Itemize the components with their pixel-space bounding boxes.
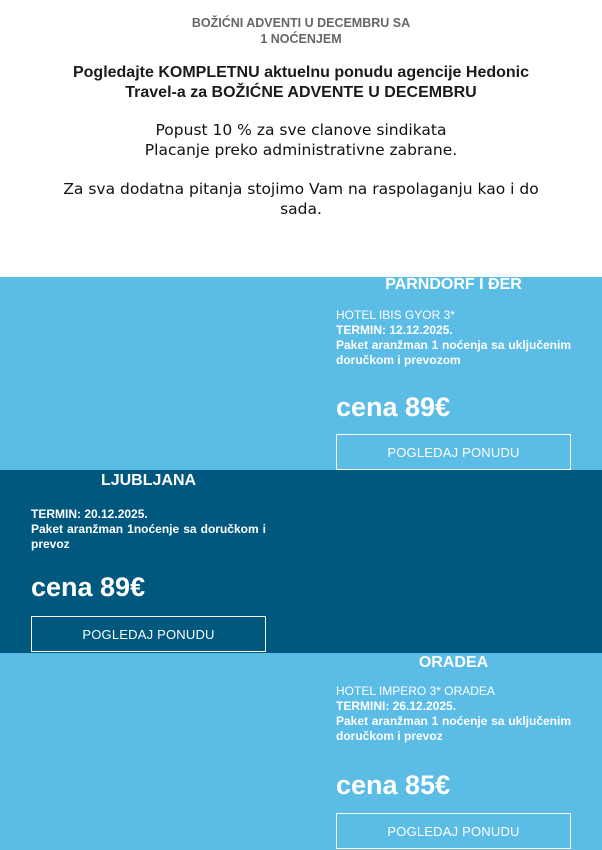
offer-description: Paket aranžman 1 noćenja sa uključenim doručkom i prevozom bbox=[336, 338, 571, 367]
offer-term: TERMIN: 20.12.2025. bbox=[31, 507, 148, 521]
intro-line-2: Travel-a za BOŽIĆNE ADVENTE U DECEMBRU bbox=[125, 84, 477, 101]
intro-line-1: Pogledajte KOMPLETNU aktuelnu ponudu agencije Hedonic bbox=[72, 64, 530, 81]
offer-hotel: HOTEL IMPERO 3* ORADEA bbox=[336, 684, 495, 698]
offer-info bbox=[31, 507, 266, 552]
offer-price: cena 89€ bbox=[336, 392, 451, 422]
offer-term: TERMINI: 26.12.2025. bbox=[336, 699, 457, 713]
email-header bbox=[0, 0, 602, 277]
offer-ljubljana bbox=[0, 470, 602, 653]
discount-line-1: Popust 10 % za sve clanove sindikata bbox=[155, 121, 447, 139]
spacer bbox=[40, 160, 562, 179]
contact-line-1: Za sva dodatna pitanja stojimo Vam na raspolaganju kao i do bbox=[63, 180, 539, 198]
view-offer-button[interactable]: POGLEDAJ PONUDU bbox=[336, 813, 571, 849]
view-offer-button[interactable]: POGLEDAJ PONUDU bbox=[31, 616, 266, 652]
offer-parndorf bbox=[0, 277, 602, 470]
offer-description: Paket aranžman 1 noćenje sa uključenim doručkom i prevoz bbox=[336, 714, 571, 743]
offer-title: ORADEA bbox=[418, 654, 489, 671]
offer-term: TERMIN: 12.12.2025. bbox=[336, 323, 453, 337]
info-text bbox=[40, 120, 562, 219]
view-offer-button[interactable]: POGLEDAJ PONUDU bbox=[336, 434, 571, 470]
offer-title: PARNDORF I ĐER bbox=[385, 276, 522, 293]
contact-line-2: sada. bbox=[280, 200, 322, 218]
offer-description: Paket aranžman 1noćenje sa doručkom i prevoz bbox=[31, 522, 266, 551]
offer-price: cena 89€ bbox=[31, 572, 146, 602]
offer-price: cena 85€ bbox=[336, 770, 451, 800]
subtitle-line-1: BOŽIĆNI ADVENTI U DECEMBRU SA bbox=[191, 16, 411, 30]
offer-hotel: HOTEL IBIS GYOR 3* bbox=[336, 308, 455, 322]
offer-info bbox=[336, 308, 571, 368]
discount-line-2: Placanje preko administrativne zabrane. bbox=[144, 141, 458, 159]
intro-text bbox=[40, 63, 562, 103]
subtitle-line-2: 1 NOĆENJEM bbox=[260, 32, 342, 46]
newsletter-subtitle bbox=[0, 15, 602, 47]
offer-oradea bbox=[0, 653, 602, 850]
offer-info bbox=[336, 684, 571, 744]
offer-title: LJUBLJANA bbox=[100, 472, 197, 489]
